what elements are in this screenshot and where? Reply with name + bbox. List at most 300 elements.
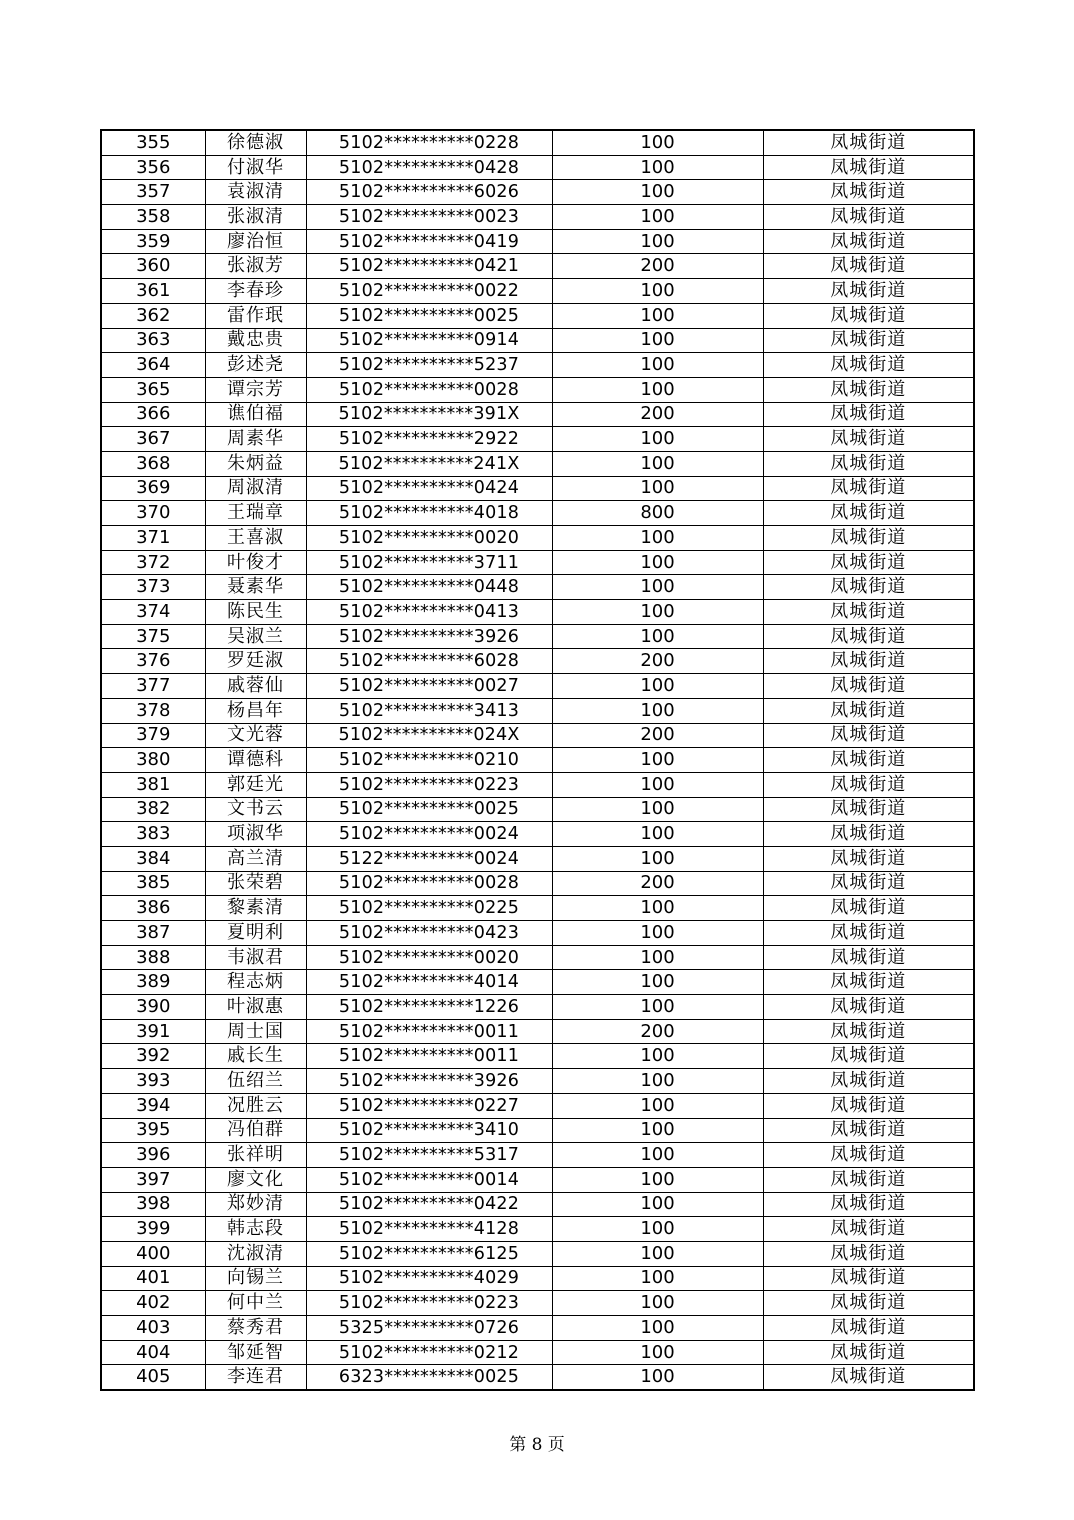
- amount-cell: 100: [552, 1291, 763, 1316]
- id-number-cell: 5102**********0011: [306, 1044, 552, 1069]
- name-cell: 廖治恒: [205, 229, 306, 254]
- table-row: [101, 130, 974, 155]
- location-cell: 凤城街道: [763, 155, 974, 180]
- amount-cell: 100: [552, 1044, 763, 1069]
- id-number-cell: 5122**********0024: [306, 846, 552, 871]
- name-cell: 吴淑兰: [205, 624, 306, 649]
- location-cell: 凤城街道: [763, 797, 974, 822]
- amount-cell: 100: [552, 1069, 763, 1094]
- amount-cell: 100: [552, 155, 763, 180]
- row-number-cell: 386: [101, 896, 205, 921]
- table-row: [101, 1069, 974, 1094]
- id-number-cell: 5102**********6026: [306, 180, 552, 205]
- row-number-cell: 392: [101, 1044, 205, 1069]
- row-number-cell: 365: [101, 377, 205, 402]
- table-row: [101, 402, 974, 427]
- table-row: [101, 205, 974, 230]
- amount-cell: 100: [552, 1340, 763, 1365]
- table-row: [101, 772, 974, 797]
- location-cell: 凤城街道: [763, 1167, 974, 1192]
- name-cell: 韩志段: [205, 1217, 306, 1242]
- amount-cell: 100: [552, 600, 763, 625]
- table-row: [101, 995, 974, 1020]
- name-cell: 张淑芳: [205, 254, 306, 279]
- table-row: [101, 1143, 974, 1168]
- name-cell: 黎素清: [205, 896, 306, 921]
- location-cell: 凤城街道: [763, 995, 974, 1020]
- location-cell: 凤城街道: [763, 1291, 974, 1316]
- row-number-cell: 362: [101, 303, 205, 328]
- name-cell: 向锡兰: [205, 1266, 306, 1291]
- name-cell: 郭廷光: [205, 772, 306, 797]
- table-row: [101, 1093, 974, 1118]
- row-number-cell: 399: [101, 1217, 205, 1242]
- location-cell: 凤城街道: [763, 921, 974, 946]
- name-cell: 张荣碧: [205, 871, 306, 896]
- amount-cell: 100: [552, 130, 763, 155]
- amount-cell: 100: [552, 995, 763, 1020]
- name-cell: 廖文化: [205, 1167, 306, 1192]
- amount-cell: 100: [552, 1093, 763, 1118]
- table-row: [101, 155, 974, 180]
- location-cell: 凤城街道: [763, 254, 974, 279]
- row-number-cell: 359: [101, 229, 205, 254]
- location-cell: 凤城街道: [763, 1217, 974, 1242]
- location-cell: 凤城街道: [763, 328, 974, 353]
- amount-cell: 100: [552, 1365, 763, 1390]
- id-number-cell: 5102**********4014: [306, 970, 552, 995]
- row-number-cell: 364: [101, 353, 205, 378]
- amount-cell: 100: [552, 797, 763, 822]
- id-number-cell: 5102**********0210: [306, 748, 552, 773]
- amount-cell: 100: [552, 328, 763, 353]
- table-row: [101, 822, 974, 847]
- id-number-cell: 5102**********0419: [306, 229, 552, 254]
- table-row: [101, 797, 974, 822]
- id-number-cell: 5102**********4018: [306, 501, 552, 526]
- amount-cell: 100: [552, 921, 763, 946]
- id-number-cell: 5102**********0025: [306, 797, 552, 822]
- row-number-cell: 403: [101, 1316, 205, 1341]
- name-cell: 邹延智: [205, 1340, 306, 1365]
- row-number-cell: 355: [101, 130, 205, 155]
- table-row: [101, 476, 974, 501]
- id-number-cell: 5102**********0422: [306, 1192, 552, 1217]
- amount-cell: 100: [552, 180, 763, 205]
- table-row: [101, 427, 974, 452]
- id-number-cell: 5102**********0020: [306, 945, 552, 970]
- table-row: [101, 550, 974, 575]
- row-number-cell: 369: [101, 476, 205, 501]
- amount-cell: 100: [552, 451, 763, 476]
- location-cell: 凤城街道: [763, 674, 974, 699]
- location-cell: 凤城街道: [763, 402, 974, 427]
- location-cell: 凤城街道: [763, 205, 974, 230]
- location-cell: 凤城街道: [763, 1044, 974, 1069]
- location-cell: 凤城街道: [763, 846, 974, 871]
- row-number-cell: 402: [101, 1291, 205, 1316]
- location-cell: 凤城街道: [763, 229, 974, 254]
- name-cell: 徐德淑: [205, 130, 306, 155]
- location-cell: 凤城街道: [763, 1093, 974, 1118]
- location-cell: 凤城街道: [763, 945, 974, 970]
- table-row: [101, 624, 974, 649]
- row-number-cell: 397: [101, 1167, 205, 1192]
- table-row: [101, 846, 974, 871]
- table-row: [101, 279, 974, 304]
- location-cell: 凤城街道: [763, 130, 974, 155]
- name-cell: 夏明利: [205, 921, 306, 946]
- id-number-cell: 5102**********0914: [306, 328, 552, 353]
- name-cell: 冯伯群: [205, 1118, 306, 1143]
- location-cell: 凤城街道: [763, 1192, 974, 1217]
- id-number-cell: 5102**********0025: [306, 303, 552, 328]
- row-number-cell: 404: [101, 1340, 205, 1365]
- id-number-cell: 5102**********024X: [306, 723, 552, 748]
- location-cell: 凤城街道: [763, 970, 974, 995]
- id-number-cell: 5102**********3926: [306, 624, 552, 649]
- location-cell: 凤城街道: [763, 451, 974, 476]
- table-row: [101, 600, 974, 625]
- table-row: [101, 871, 974, 896]
- location-cell: 凤城街道: [763, 1316, 974, 1341]
- id-number-cell: 5325**********0726: [306, 1316, 552, 1341]
- name-cell: 王喜淑: [205, 526, 306, 551]
- row-number-cell: 390: [101, 995, 205, 1020]
- id-number-cell: 5102**********0028: [306, 377, 552, 402]
- name-cell: 谭德科: [205, 748, 306, 773]
- amount-cell: 100: [552, 772, 763, 797]
- location-cell: 凤城街道: [763, 303, 974, 328]
- amount-cell: 200: [552, 254, 763, 279]
- location-cell: 凤城街道: [763, 624, 974, 649]
- table-row: [101, 1241, 974, 1266]
- id-number-cell: 5102**********0223: [306, 772, 552, 797]
- table-row: [101, 501, 974, 526]
- row-number-cell: 366: [101, 402, 205, 427]
- amount-cell: 100: [552, 846, 763, 871]
- table-row: [101, 896, 974, 921]
- name-cell: 周淑清: [205, 476, 306, 501]
- name-cell: 文书云: [205, 797, 306, 822]
- row-number-cell: 381: [101, 772, 205, 797]
- id-number-cell: 5102**********2922: [306, 427, 552, 452]
- name-cell: 谭宗芳: [205, 377, 306, 402]
- amount-cell: 100: [552, 303, 763, 328]
- row-number-cell: 387: [101, 921, 205, 946]
- table-row: [101, 1340, 974, 1365]
- row-number-cell: 389: [101, 970, 205, 995]
- id-number-cell: 5102**********0428: [306, 155, 552, 180]
- table-row: [101, 1192, 974, 1217]
- name-cell: 高兰清: [205, 846, 306, 871]
- row-number-cell: 383: [101, 822, 205, 847]
- table-row: [101, 451, 974, 476]
- table-row: [101, 353, 974, 378]
- id-number-cell: 5102**********1226: [306, 995, 552, 1020]
- amount-cell: 100: [552, 427, 763, 452]
- id-number-cell: 5102**********0020: [306, 526, 552, 551]
- table-row: [101, 377, 974, 402]
- row-number-cell: 374: [101, 600, 205, 625]
- location-cell: 凤城街道: [763, 476, 974, 501]
- amount-cell: 100: [552, 822, 763, 847]
- table-row: [101, 1365, 974, 1390]
- row-number-cell: 377: [101, 674, 205, 699]
- name-cell: 蔡秀君: [205, 1316, 306, 1341]
- table-row: [101, 1266, 974, 1291]
- row-number-cell: 401: [101, 1266, 205, 1291]
- row-number-cell: 358: [101, 205, 205, 230]
- id-number-cell: 5102**********0228: [306, 130, 552, 155]
- table-row: [101, 229, 974, 254]
- row-number-cell: 375: [101, 624, 205, 649]
- id-number-cell: 5102**********391X: [306, 402, 552, 427]
- row-number-cell: 361: [101, 279, 205, 304]
- id-number-cell: 5102**********4128: [306, 1217, 552, 1242]
- name-cell: 项淑华: [205, 822, 306, 847]
- name-cell: 何中兰: [205, 1291, 306, 1316]
- amount-cell: 100: [552, 1143, 763, 1168]
- row-number-cell: 388: [101, 945, 205, 970]
- row-number-cell: 405: [101, 1365, 205, 1390]
- name-cell: 叶俊才: [205, 550, 306, 575]
- table-row: [101, 1316, 974, 1341]
- amount-cell: 100: [552, 575, 763, 600]
- location-cell: 凤城街道: [763, 501, 974, 526]
- table-row: [101, 748, 974, 773]
- amount-cell: 100: [552, 1266, 763, 1291]
- table-row: [101, 1019, 974, 1044]
- table-row: [101, 180, 974, 205]
- location-cell: 凤城街道: [763, 353, 974, 378]
- amount-cell: 200: [552, 402, 763, 427]
- id-number-cell: 5102**********0225: [306, 896, 552, 921]
- table-row: [101, 254, 974, 279]
- amount-cell: 100: [552, 476, 763, 501]
- row-number-cell: 398: [101, 1192, 205, 1217]
- amount-cell: 100: [552, 748, 763, 773]
- row-number-cell: 367: [101, 427, 205, 452]
- name-cell: 戚长生: [205, 1044, 306, 1069]
- id-number-cell: 5102**********0024: [306, 822, 552, 847]
- row-number-cell: 357: [101, 180, 205, 205]
- location-cell: 凤城街道: [763, 600, 974, 625]
- location-cell: 凤城街道: [763, 896, 974, 921]
- name-cell: 陈民生: [205, 600, 306, 625]
- row-number-cell: 394: [101, 1093, 205, 1118]
- amount-cell: 100: [552, 1241, 763, 1266]
- id-number-cell: 5102**********0212: [306, 1340, 552, 1365]
- name-cell: 周素华: [205, 427, 306, 452]
- location-cell: 凤城街道: [763, 1365, 974, 1390]
- name-cell: 聂素华: [205, 575, 306, 600]
- amount-cell: 100: [552, 229, 763, 254]
- row-number-cell: 368: [101, 451, 205, 476]
- amount-cell: 200: [552, 723, 763, 748]
- row-number-cell: 380: [101, 748, 205, 773]
- table-row: [101, 526, 974, 551]
- amount-cell: 100: [552, 674, 763, 699]
- row-number-cell: 372: [101, 550, 205, 575]
- id-number-cell: 5102**********0014: [306, 1167, 552, 1192]
- name-cell: 程志炳: [205, 970, 306, 995]
- location-cell: 凤城街道: [763, 1019, 974, 1044]
- name-cell: 戴忠贵: [205, 328, 306, 353]
- amount-cell: 100: [552, 550, 763, 575]
- row-number-cell: 371: [101, 526, 205, 551]
- amount-cell: 200: [552, 1019, 763, 1044]
- amount-cell: 100: [552, 526, 763, 551]
- location-cell: 凤城街道: [763, 772, 974, 797]
- name-cell: 周士国: [205, 1019, 306, 1044]
- amount-cell: 100: [552, 698, 763, 723]
- row-number-cell: 376: [101, 649, 205, 674]
- id-number-cell: 5102**********0011: [306, 1019, 552, 1044]
- row-number-cell: 360: [101, 254, 205, 279]
- location-cell: 凤城街道: [763, 649, 974, 674]
- table-row: [101, 921, 974, 946]
- id-number-cell: 5102**********0022: [306, 279, 552, 304]
- name-cell: 袁淑清: [205, 180, 306, 205]
- row-number-cell: 378: [101, 698, 205, 723]
- name-cell: 谯伯福: [205, 402, 306, 427]
- row-number-cell: 395: [101, 1118, 205, 1143]
- row-number-cell: 379: [101, 723, 205, 748]
- recipient-table: [100, 129, 975, 1391]
- name-cell: 张淑清: [205, 205, 306, 230]
- amount-cell: 100: [552, 970, 763, 995]
- location-cell: 凤城街道: [763, 698, 974, 723]
- amount-cell: 100: [552, 624, 763, 649]
- table-row: [101, 1118, 974, 1143]
- amount-cell: 100: [552, 1316, 763, 1341]
- name-cell: 张祥明: [205, 1143, 306, 1168]
- name-cell: 况胜云: [205, 1093, 306, 1118]
- row-number-cell: 391: [101, 1019, 205, 1044]
- name-cell: 朱炳益: [205, 451, 306, 476]
- location-cell: 凤城街道: [763, 1340, 974, 1365]
- amount-cell: 200: [552, 871, 763, 896]
- row-number-cell: 400: [101, 1241, 205, 1266]
- id-number-cell: 5102**********0227: [306, 1093, 552, 1118]
- row-number-cell: 370: [101, 501, 205, 526]
- table-row: [101, 1291, 974, 1316]
- location-cell: 凤城街道: [763, 427, 974, 452]
- id-number-cell: 5102**********3711: [306, 550, 552, 575]
- amount-cell: 100: [552, 377, 763, 402]
- name-cell: 李连君: [205, 1365, 306, 1390]
- location-cell: 凤城街道: [763, 748, 974, 773]
- row-number-cell: 396: [101, 1143, 205, 1168]
- name-cell: 郑妙清: [205, 1192, 306, 1217]
- id-number-cell: 5102**********4029: [306, 1266, 552, 1291]
- table-row: [101, 945, 974, 970]
- location-cell: 凤城街道: [763, 1241, 974, 1266]
- id-number-cell: 5102**********3926: [306, 1069, 552, 1094]
- name-cell: 戚蓉仙: [205, 674, 306, 699]
- location-cell: 凤城街道: [763, 723, 974, 748]
- name-cell: 彭述尧: [205, 353, 306, 378]
- location-cell: 凤城街道: [763, 1118, 974, 1143]
- amount-cell: 100: [552, 205, 763, 230]
- table-row: [101, 303, 974, 328]
- name-cell: 李春珍: [205, 279, 306, 304]
- table-row: [101, 1044, 974, 1069]
- amount-cell: 100: [552, 279, 763, 304]
- name-cell: 杨昌年: [205, 698, 306, 723]
- location-cell: 凤城街道: [763, 1143, 974, 1168]
- name-cell: 雷作珉: [205, 303, 306, 328]
- amount-cell: 100: [552, 1118, 763, 1143]
- table-row: [101, 674, 974, 699]
- id-number-cell: 5102**********6028: [306, 649, 552, 674]
- id-number-cell: 5102**********0413: [306, 600, 552, 625]
- id-number-cell: 5102**********241X: [306, 451, 552, 476]
- name-cell: 文光蓉: [205, 723, 306, 748]
- table-row: [101, 1217, 974, 1242]
- amount-cell: 100: [552, 896, 763, 921]
- location-cell: 凤城街道: [763, 1266, 974, 1291]
- name-cell: 伍绍兰: [205, 1069, 306, 1094]
- amount-cell: 100: [552, 1217, 763, 1242]
- row-number-cell: 382: [101, 797, 205, 822]
- id-number-cell: 5102**********0028: [306, 871, 552, 896]
- row-number-cell: 356: [101, 155, 205, 180]
- id-number-cell: 5102**********0421: [306, 254, 552, 279]
- row-number-cell: 373: [101, 575, 205, 600]
- amount-cell: 100: [552, 1167, 763, 1192]
- amount-cell: 100: [552, 353, 763, 378]
- row-number-cell: 385: [101, 871, 205, 896]
- name-cell: 王瑞章: [205, 501, 306, 526]
- location-cell: 凤城街道: [763, 822, 974, 847]
- amount-cell: 200: [552, 649, 763, 674]
- amount-cell: 800: [552, 501, 763, 526]
- name-cell: 付淑华: [205, 155, 306, 180]
- location-cell: 凤城街道: [763, 279, 974, 304]
- location-cell: 凤城街道: [763, 377, 974, 402]
- id-number-cell: 6323**********0025: [306, 1365, 552, 1390]
- table-row: [101, 723, 974, 748]
- id-number-cell: 5102**********3410: [306, 1118, 552, 1143]
- location-cell: 凤城街道: [763, 550, 974, 575]
- table-row: [101, 575, 974, 600]
- id-number-cell: 5102**********6125: [306, 1241, 552, 1266]
- name-cell: 罗廷淑: [205, 649, 306, 674]
- id-number-cell: 5102**********0423: [306, 921, 552, 946]
- id-number-cell: 5102**********5317: [306, 1143, 552, 1168]
- name-cell: 韦淑君: [205, 945, 306, 970]
- location-cell: 凤城街道: [763, 871, 974, 896]
- table-body: [101, 130, 974, 1390]
- table-row: [101, 328, 974, 353]
- id-number-cell: 5102**********3413: [306, 698, 552, 723]
- row-number-cell: 363: [101, 328, 205, 353]
- table-row: [101, 970, 974, 995]
- id-number-cell: 5102**********0223: [306, 1291, 552, 1316]
- id-number-cell: 5102**********0424: [306, 476, 552, 501]
- amount-cell: 100: [552, 945, 763, 970]
- location-cell: 凤城街道: [763, 526, 974, 551]
- row-number-cell: 393: [101, 1069, 205, 1094]
- name-cell: 沈淑清: [205, 1241, 306, 1266]
- id-number-cell: 5102**********5237: [306, 353, 552, 378]
- location-cell: 凤城街道: [763, 1069, 974, 1094]
- table-row: [101, 698, 974, 723]
- id-number-cell: 5102**********0448: [306, 575, 552, 600]
- location-cell: 凤城街道: [763, 575, 974, 600]
